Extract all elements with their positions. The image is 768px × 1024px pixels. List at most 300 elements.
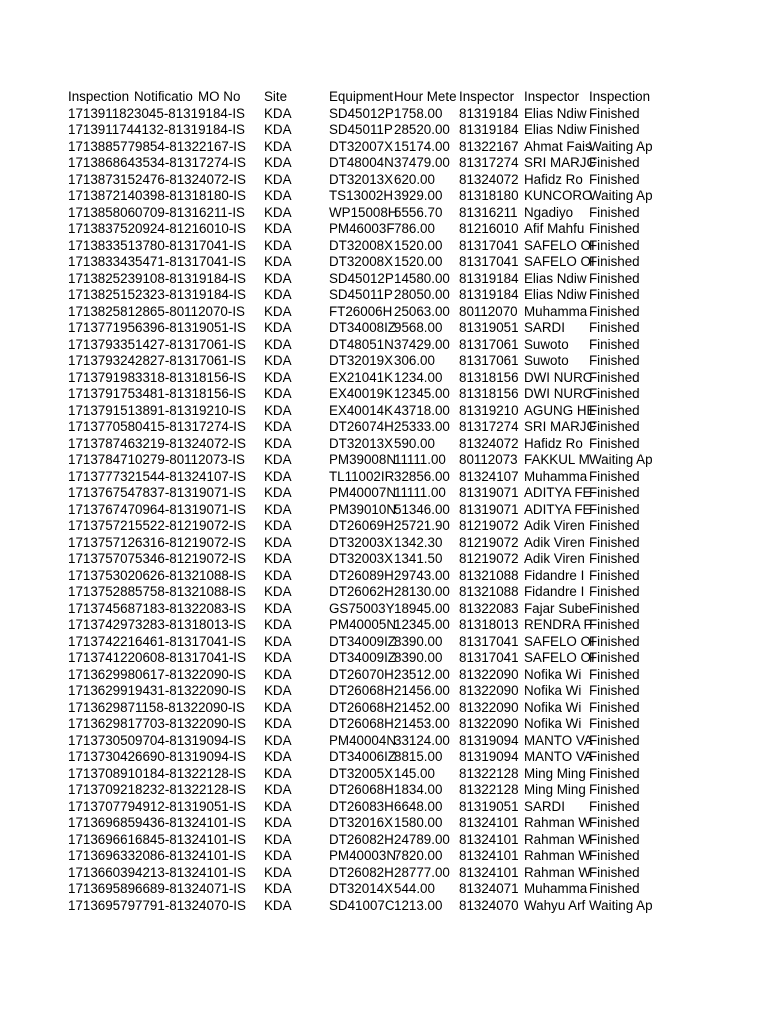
table-cell[interactable]: 1713696616845-81324101-IS	[68, 831, 246, 847]
table-cell[interactable]: 81317274	[459, 155, 519, 170]
table-cell[interactable]: KDA	[264, 567, 292, 583]
table-cell[interactable]: KDA	[264, 270, 292, 286]
table-cell[interactable]: 8390.00	[394, 650, 443, 665]
table-cell[interactable]: Wahyu Arf	[524, 897, 586, 913]
table-cell[interactable]: Finished	[589, 105, 640, 121]
table-cell[interactable]: Hafidz Ro	[524, 171, 583, 187]
table-cell[interactable]: 81317041	[459, 237, 519, 253]
table-cell[interactable]: 3929.00	[394, 188, 443, 203]
table-cell[interactable]: Muhamma	[524, 881, 588, 896]
table-cell[interactable]: 11111.00	[394, 452, 446, 467]
table-cell[interactable]: 81319184	[459, 287, 519, 302]
table-cell[interactable]: Finished	[589, 864, 640, 880]
table-cell[interactable]: Finished	[589, 171, 640, 187]
table-cell[interactable]: 81324101	[459, 815, 519, 830]
table-cell[interactable]: Muhamma	[524, 303, 588, 319]
table-cell[interactable]: MANTO VA	[524, 749, 593, 764]
table-cell[interactable]: Finished	[589, 584, 640, 599]
table-cell[interactable]: Rahman W	[524, 815, 591, 830]
table-cell[interactable]: KDA	[264, 600, 292, 616]
table-cell[interactable]: 1713742973283-81318013-IS	[68, 617, 246, 632]
header-cell[interactable]: Inspector	[524, 89, 580, 104]
table-cell[interactable]: KDA	[264, 122, 292, 137]
table-cell[interactable]: 21456.00	[394, 683, 450, 698]
table-cell[interactable]: 1713833513780-81317041-IS	[68, 237, 246, 253]
table-cell[interactable]: 32856.00	[394, 468, 450, 484]
table-cell[interactable]: 81318013	[459, 617, 519, 632]
table-cell[interactable]: 1713707794912-81319051-IS	[68, 798, 246, 814]
table-cell[interactable]: PM40004N	[329, 732, 396, 748]
table-cell[interactable]: 1341.50	[394, 551, 443, 566]
table-cell[interactable]: MANTO VA	[524, 732, 593, 748]
table-cell[interactable]: 1713757126316-81219072-IS	[68, 534, 246, 550]
table-cell[interactable]: KDA	[264, 848, 292, 863]
table-cell[interactable]: 306.00	[394, 353, 435, 368]
table-cell[interactable]: Finished	[589, 221, 640, 236]
table-cell[interactable]: 590.00	[394, 435, 435, 451]
table-cell[interactable]: KDA	[264, 732, 292, 748]
table-cell[interactable]: SAFELO OI	[524, 633, 595, 649]
table-cell[interactable]: Elias Ndiw	[524, 122, 587, 137]
table-cell[interactable]: DT32008X	[329, 237, 394, 253]
table-cell[interactable]: SD45012P	[329, 270, 394, 286]
table-cell[interactable]: 80112070	[459, 303, 518, 319]
table-cell[interactable]: DT26062H	[329, 584, 394, 599]
table-cell[interactable]: 81322090	[459, 716, 519, 731]
table-cell[interactable]: DT26068H	[329, 683, 394, 698]
table-cell[interactable]: 81319051	[459, 320, 519, 335]
header-cell[interactable]: Inspector	[459, 89, 515, 104]
table-cell[interactable]: DT26083H	[329, 798, 394, 814]
table-cell[interactable]: 24789.00	[394, 831, 450, 847]
table-cell[interactable]: 81318180	[459, 188, 519, 203]
table-cell[interactable]: 1713696859436-81324101-IS	[68, 815, 246, 830]
table-cell[interactable]: DT26068H	[329, 716, 394, 731]
table-cell[interactable]: 33124.00	[394, 732, 450, 748]
table-cell[interactable]: KDA	[264, 369, 292, 385]
table-cell[interactable]: 1713629871158-81322090-IS	[68, 699, 245, 715]
table-cell[interactable]: Finished	[589, 270, 640, 286]
table-cell[interactable]: 25063.00	[394, 303, 450, 319]
table-cell[interactable]: DT32013X	[329, 171, 394, 187]
table-cell[interactable]: Finished	[589, 320, 640, 335]
table-cell[interactable]: Suwoto	[524, 353, 569, 368]
table-cell[interactable]: 28050.00	[394, 287, 450, 302]
table-cell[interactable]: DT32005X	[329, 765, 394, 781]
table-cell[interactable]: 1342.30	[394, 534, 443, 550]
table-cell[interactable]: Rahman W	[524, 848, 591, 863]
table-cell[interactable]: SRI MARJC	[524, 155, 597, 170]
table-cell[interactable]: SD45011P	[329, 287, 393, 302]
table-cell[interactable]: 1713793242827-81317061-IS	[68, 353, 246, 368]
table-cell[interactable]: Nofika Wi	[524, 716, 582, 731]
table-cell[interactable]: Finished	[589, 287, 640, 302]
table-cell[interactable]: DT26082H	[329, 864, 394, 880]
table-cell[interactable]: TS13002H	[329, 188, 394, 203]
table-cell[interactable]: Hafidz Ro	[524, 435, 583, 451]
table-cell[interactable]: KDA	[264, 864, 292, 880]
table-cell[interactable]: 1713872140398-81318180-IS	[68, 188, 246, 203]
table-cell[interactable]: 1713757215522-81219072-IS	[68, 518, 246, 533]
table-cell[interactable]: Finished	[589, 765, 640, 781]
table-cell[interactable]: 81319051	[459, 798, 519, 814]
table-cell[interactable]: KDA	[264, 749, 292, 764]
table-cell[interactable]: DT48004N	[329, 155, 394, 170]
table-cell[interactable]: 37479.00	[394, 155, 450, 170]
table-cell[interactable]: 81317061	[459, 353, 519, 368]
table-cell[interactable]: 81321088	[459, 567, 519, 583]
table-cell[interactable]: 81324072	[459, 435, 519, 451]
table-cell[interactable]: 11111.00	[394, 485, 446, 500]
table-cell[interactable]: Finished	[589, 468, 640, 484]
table-cell[interactable]: Nofika Wi	[524, 699, 582, 715]
table-cell[interactable]: 7820.00	[394, 848, 443, 863]
table-cell[interactable]: 1713791513891-81319210-IS	[68, 402, 246, 418]
table-cell[interactable]: SAFELO OI	[524, 237, 595, 253]
table-cell[interactable]: 23512.00	[394, 666, 450, 682]
table-cell[interactable]: 37429.00	[394, 336, 450, 352]
table-cell[interactable]: Finished	[589, 369, 640, 385]
table-cell[interactable]: KDA	[264, 138, 292, 154]
table-cell[interactable]: 1713825152323-81319184-IS	[68, 287, 246, 302]
header-cell[interactable]: Notificatio	[134, 89, 193, 104]
table-cell[interactable]: 5556.70	[394, 204, 443, 220]
table-cell[interactable]: Fajar Sube	[524, 600, 590, 616]
table-cell[interactable]: 81319071	[459, 501, 519, 517]
table-cell[interactable]: 81317061	[459, 336, 519, 352]
table-cell[interactable]: KDA	[264, 188, 292, 203]
table-cell[interactable]: 80112073	[459, 452, 518, 467]
table-cell[interactable]: Ming Ming	[524, 765, 586, 781]
table-cell[interactable]: PM46003F	[329, 221, 395, 236]
table-cell[interactable]: DT26070H	[329, 666, 394, 682]
table-cell[interactable]: WP15008H	[329, 204, 398, 220]
table-cell[interactable]: GS75003Y	[329, 600, 395, 616]
table-cell[interactable]: KDA	[264, 237, 292, 253]
table-cell[interactable]: 1713696332086-81324101-IS	[68, 848, 246, 863]
table-cell[interactable]: Finished	[589, 567, 640, 583]
table-cell[interactable]: 81324071	[459, 881, 519, 896]
table-cell[interactable]: DT32007X	[329, 138, 394, 154]
table-cell[interactable]: KDA	[264, 155, 292, 170]
table-cell[interactable]: Fidandre I	[524, 584, 585, 599]
table-cell[interactable]: Waiting Ap	[589, 188, 653, 203]
table-cell[interactable]: Finished	[589, 600, 640, 616]
table-cell[interactable]: 81317041	[459, 633, 519, 649]
table-cell[interactable]: Finished	[589, 683, 640, 698]
table-cell[interactable]: 1713784710279-80112073-IS	[68, 452, 245, 467]
table-cell[interactable]: 1713767547837-81319071-IS	[68, 485, 246, 500]
table-cell[interactable]: 18945.00	[394, 600, 450, 616]
table-cell[interactable]: 1713742216461-81317041-IS	[68, 633, 246, 649]
table-cell[interactable]: SARDI	[524, 320, 565, 335]
table-cell[interactable]: 1713695896689-81324071-IS	[68, 881, 246, 896]
table-cell[interactable]: PM40003N	[329, 848, 396, 863]
table-cell[interactable]: 81317274	[459, 419, 519, 434]
table-cell[interactable]: DT34009IZ	[329, 633, 396, 649]
table-cell[interactable]: DT26068H	[329, 699, 394, 715]
table-cell[interactable]: 1713629817703-81322090-IS	[68, 716, 246, 731]
table-cell[interactable]: Finished	[589, 848, 640, 863]
table-cell[interactable]: 1713709218232-81322128-IS	[68, 782, 246, 797]
table-cell[interactable]: 1580.00	[394, 815, 443, 830]
table-cell[interactable]: 1713793351427-81317061-IS	[68, 336, 246, 352]
table-cell[interactable]: Finished	[589, 716, 640, 731]
table-cell[interactable]: 6648.00	[394, 798, 443, 814]
table-cell[interactable]: KDA	[264, 666, 292, 682]
table-cell[interactable]: 1713753020626-81321088-IS	[68, 567, 246, 583]
table-cell[interactable]: Rahman W	[524, 831, 591, 847]
table-cell[interactable]: SAFELO OI	[524, 254, 595, 269]
header-cell[interactable]: MO No	[198, 89, 241, 104]
table-cell[interactable]: KDA	[264, 171, 292, 187]
table-cell[interactable]: 1713833435471-81317041-IS	[68, 254, 246, 269]
table-cell[interactable]: KDA	[264, 683, 292, 698]
table-cell[interactable]: 1758.00	[394, 105, 443, 121]
table-cell[interactable]: DWI NURC	[524, 386, 593, 401]
table-cell[interactable]: 1713757075346-81219072-IS	[68, 551, 246, 566]
table-cell[interactable]: Finished	[589, 666, 640, 682]
table-cell[interactable]: Finished	[589, 798, 640, 814]
table-cell[interactable]: KDA	[264, 831, 292, 847]
table-cell[interactable]: ADITYA FE	[524, 485, 592, 500]
table-cell[interactable]: FAKKUL M	[524, 452, 590, 467]
table-cell[interactable]: 1713787463219-81324072-IS	[68, 435, 246, 451]
table-cell[interactable]: 81319184	[459, 270, 519, 286]
table-cell[interactable]: 25333.00	[394, 419, 450, 434]
table-cell[interactable]: Waiting Ap	[589, 452, 653, 467]
table-cell[interactable]: Finished	[589, 534, 640, 550]
table-cell[interactable]: KDA	[264, 320, 292, 335]
table-cell[interactable]: 51346.00	[394, 501, 450, 517]
table-cell[interactable]: Finished	[589, 336, 640, 352]
table-cell[interactable]: Finished	[589, 831, 640, 847]
table-cell[interactable]: Rahman W	[524, 864, 591, 880]
table-cell[interactable]: 786.00	[394, 221, 435, 236]
table-cell[interactable]: DT32013X	[329, 435, 394, 451]
table-cell[interactable]: Ming Ming	[524, 782, 586, 797]
table-cell[interactable]: KDA	[264, 798, 292, 814]
table-cell[interactable]: Finished	[589, 650, 640, 665]
table-cell[interactable]: 81322090	[459, 666, 519, 682]
table-cell[interactable]: 81317041	[459, 650, 519, 665]
table-cell[interactable]: KDA	[264, 765, 292, 781]
table-cell[interactable]: 8815.00	[394, 749, 443, 764]
table-cell[interactable]: Finished	[589, 518, 640, 533]
table-cell[interactable]: RENDRA P	[524, 617, 593, 632]
table-cell[interactable]: KDA	[264, 716, 292, 731]
table-cell[interactable]: Muhamma	[524, 468, 588, 484]
table-cell[interactable]: 12345.00	[394, 386, 450, 401]
table-cell[interactable]: 1713770580415-81317274-IS	[68, 419, 246, 434]
table-cell[interactable]: Waiting Ap	[589, 138, 653, 154]
table-cell[interactable]: 81324101	[459, 864, 519, 880]
table-cell[interactable]: KDA	[264, 650, 292, 665]
table-cell[interactable]: Waiting Ap	[589, 897, 653, 913]
table-cell[interactable]: 1713660394213-81324101-IS	[68, 864, 246, 880]
table-cell[interactable]: 81324070	[459, 897, 519, 913]
table-cell[interactable]: DT34008IZ	[329, 320, 396, 335]
table-cell[interactable]: Finished	[589, 155, 640, 170]
table-cell[interactable]: Finished	[589, 699, 640, 715]
table-cell[interactable]: Finished	[589, 501, 640, 517]
table-cell[interactable]: SD45011P	[329, 122, 393, 137]
table-cell[interactable]: 1713825812865-80112070-IS	[68, 303, 245, 319]
table-cell[interactable]: KDA	[264, 221, 292, 236]
table-cell[interactable]: KDA	[264, 386, 292, 401]
table-cell[interactable]: 81219072	[459, 518, 519, 533]
table-cell[interactable]: Fidandre I	[524, 567, 585, 583]
table-cell[interactable]: 25721.90	[394, 518, 450, 533]
table-cell[interactable]: 620.00	[394, 171, 435, 187]
table-cell[interactable]: 43718.00	[394, 402, 450, 418]
table-cell[interactable]: KDA	[264, 254, 292, 269]
table-cell[interactable]: Ahmat Fais	[524, 138, 592, 154]
table-cell[interactable]: 81321088	[459, 584, 519, 599]
table-cell[interactable]: Finished	[589, 435, 640, 451]
table-cell[interactable]: 81319071	[459, 485, 519, 500]
table-cell[interactable]: AGUNG HE	[524, 402, 596, 418]
table-cell[interactable]: 81318156	[459, 386, 519, 401]
table-cell[interactable]: 29743.00	[394, 567, 450, 583]
table-cell[interactable]: Finished	[589, 485, 640, 500]
table-cell[interactable]: KDA	[264, 287, 292, 302]
table-cell[interactable]: DT34006IZ	[329, 749, 396, 764]
table-cell[interactable]: KDA	[264, 782, 292, 797]
table-cell[interactable]: KDA	[264, 534, 292, 550]
table-cell[interactable]: 1520.00	[394, 254, 443, 269]
table-cell[interactable]: 145.00	[394, 765, 435, 781]
table-cell[interactable]: 1713730426690-81319094-IS	[68, 749, 246, 764]
table-cell[interactable]: DT32014X	[329, 881, 394, 896]
table-cell[interactable]: 1713777321544-81324107-IS	[68, 468, 246, 484]
table-cell[interactable]: Finished	[589, 204, 640, 220]
table-cell[interactable]: SAFELO OI	[524, 650, 595, 665]
table-cell[interactable]: 12345.00	[394, 617, 450, 632]
table-cell[interactable]: DT32003X	[329, 551, 394, 566]
table-cell[interactable]: Ngadiyo	[524, 204, 574, 220]
table-cell[interactable]: KDA	[264, 518, 292, 533]
table-cell[interactable]: 1713791753481-81318156-IS	[68, 386, 246, 401]
table-cell[interactable]: DWI NURC	[524, 369, 593, 385]
table-cell[interactable]: 81318156	[459, 369, 519, 385]
table-cell[interactable]: PM40005N	[329, 617, 396, 632]
table-cell[interactable]: Finished	[589, 254, 640, 269]
table-cell[interactable]: 81322128	[459, 765, 519, 781]
table-cell[interactable]: Nofika Wi	[524, 683, 582, 698]
table-cell[interactable]: KDA	[264, 435, 292, 451]
table-cell[interactable]: KDA	[264, 336, 292, 352]
table-cell[interactable]: DT32016X	[329, 815, 394, 830]
table-cell[interactable]: KDA	[264, 584, 292, 599]
table-cell[interactable]: 1834.00	[394, 782, 443, 797]
table-cell[interactable]: KDA	[264, 353, 292, 368]
table-cell[interactable]: Adik Viren	[524, 551, 585, 566]
table-cell[interactable]: 1713858060709-81316211-IS	[68, 204, 245, 220]
table-cell[interactable]: KDA	[264, 881, 292, 896]
table-cell[interactable]: 81319094	[459, 732, 519, 748]
table-cell[interactable]: 1713752885758-81321088-IS	[68, 584, 246, 599]
header-cell[interactable]: Hour Mete	[394, 89, 457, 104]
table-cell[interactable]: EX21041K	[329, 369, 394, 385]
table-cell[interactable]: KDA	[264, 633, 292, 649]
table-cell[interactable]: 1713629980617-81322090-IS	[68, 666, 246, 682]
table-cell[interactable]: 81324107	[459, 468, 519, 484]
table-cell[interactable]: 1713837520924-81216010-IS	[68, 221, 246, 236]
table-cell[interactable]: Elias Ndiw	[524, 287, 587, 302]
table-cell[interactable]: 21452.00	[394, 699, 450, 715]
table-cell[interactable]: PM40007N	[329, 485, 396, 500]
table-cell[interactable]: SARDI	[524, 798, 565, 814]
table-cell[interactable]: Finished	[589, 782, 640, 797]
table-cell[interactable]: Nofika Wi	[524, 666, 582, 682]
table-cell[interactable]: 28520.00	[394, 122, 450, 137]
table-cell[interactable]: KDA	[264, 204, 292, 220]
table-cell[interactable]: SD41007C	[329, 897, 395, 913]
table-cell[interactable]: DT48051N	[329, 336, 394, 352]
table-cell[interactable]: Afif Mahfu	[524, 221, 585, 236]
table-cell[interactable]: KDA	[264, 815, 292, 830]
table-cell[interactable]: 81219072	[459, 551, 519, 566]
table-cell[interactable]: 1713708910184-81322128-IS	[68, 765, 246, 781]
table-cell[interactable]: Finished	[589, 749, 640, 764]
table-cell[interactable]: 81317041	[459, 254, 519, 269]
table-cell[interactable]: Finished	[589, 303, 640, 319]
table-cell[interactable]: ADITYA FE	[524, 501, 592, 517]
table-cell[interactable]: Finished	[589, 419, 640, 434]
header-cell[interactable]: Inspection	[68, 89, 130, 104]
table-cell[interactable]: DT34009IZ	[329, 650, 396, 665]
table-cell[interactable]: 1713791983318-81318156-IS	[68, 369, 246, 385]
table-cell[interactable]: Elias Ndiw	[524, 105, 587, 121]
table-cell[interactable]: DT32008X	[329, 254, 394, 269]
table-cell[interactable]: Elias Ndiw	[524, 270, 587, 286]
table-cell[interactable]: DT26082H	[329, 831, 394, 847]
table-cell[interactable]: 14580.00	[394, 270, 450, 286]
table-cell[interactable]: KDA	[264, 699, 292, 715]
table-cell[interactable]: 81319094	[459, 749, 519, 764]
table-cell[interactable]: KDA	[264, 402, 292, 418]
table-cell[interactable]: Suwoto	[524, 336, 569, 352]
table-cell[interactable]: KDA	[264, 897, 292, 913]
table-cell[interactable]: 81324101	[459, 831, 519, 847]
table-cell[interactable]: 15174.00	[394, 138, 450, 154]
table-cell[interactable]: Adik Viren	[524, 518, 585, 533]
table-cell[interactable]: 1713771956396-81319051-IS	[68, 320, 246, 335]
table-cell[interactable]: 9568.00	[394, 320, 443, 335]
table-cell[interactable]: 1713629919431-81322090-IS	[68, 683, 246, 698]
header-cell[interactable]: Equipment	[329, 89, 394, 104]
table-cell[interactable]: Finished	[589, 551, 640, 566]
table-cell[interactable]: KDA	[264, 419, 292, 434]
table-cell[interactable]: Finished	[589, 237, 640, 253]
table-cell[interactable]: DT32019X	[329, 353, 394, 368]
table-cell[interactable]: 544.00	[394, 881, 435, 896]
table-cell[interactable]: 1234.00	[394, 369, 443, 385]
table-cell[interactable]: KDA	[264, 551, 292, 566]
table-cell[interactable]: 1713911744132-81319184-IS	[68, 122, 245, 137]
header-cell[interactable]: Site	[264, 89, 288, 104]
table-cell[interactable]: EX40014K	[329, 402, 394, 418]
table-cell[interactable]: 1713868643534-81317274-IS	[68, 155, 246, 170]
table-cell[interactable]: SRI MARJC	[524, 419, 597, 434]
table-cell[interactable]: 81322128	[459, 782, 519, 797]
table-cell[interactable]: 81324101	[459, 848, 519, 863]
table-cell[interactable]: SD45012P	[329, 105, 394, 121]
table-cell[interactable]: KDA	[264, 452, 292, 467]
table-cell[interactable]: Finished	[589, 815, 640, 830]
table-cell[interactable]: DT26068H	[329, 782, 394, 797]
